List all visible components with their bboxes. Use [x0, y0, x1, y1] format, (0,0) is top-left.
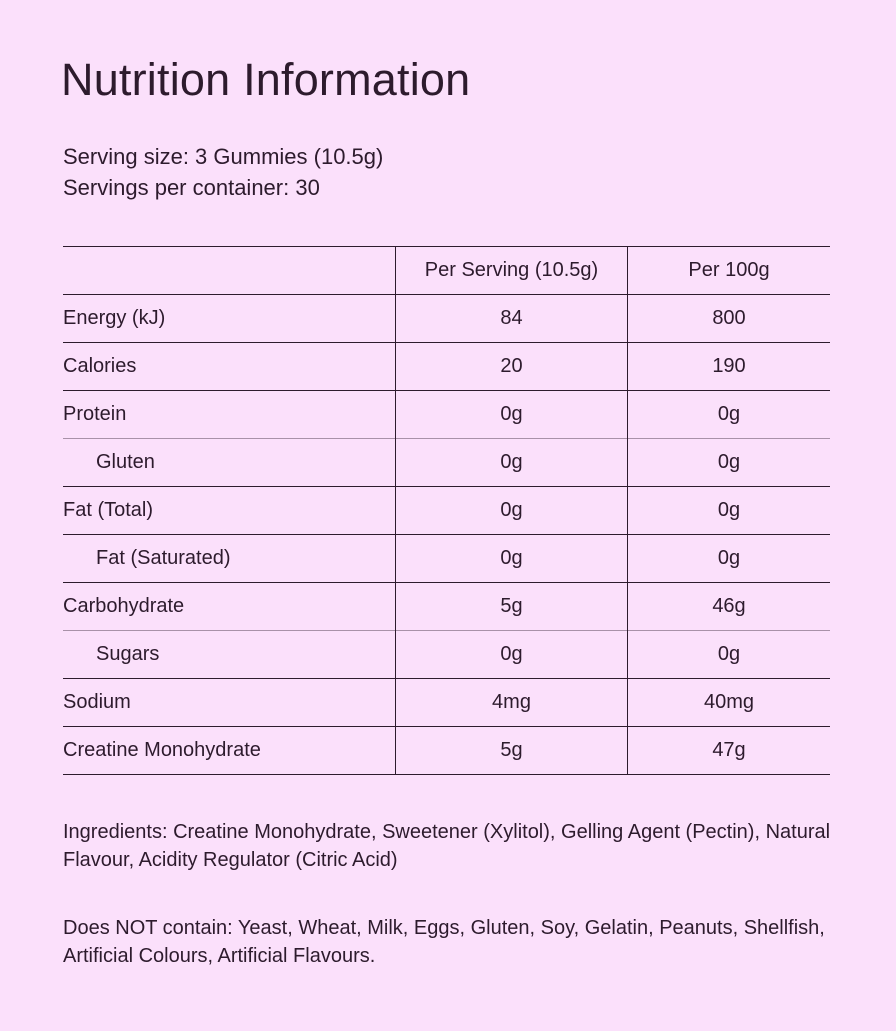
per-serving-value: 0g: [396, 439, 628, 487]
nutrition-table: [63, 246, 830, 775]
table-row: [63, 343, 830, 391]
per-100g-value: 0g: [628, 631, 831, 679]
per-serving-value: 0g: [396, 487, 628, 535]
per-100g-value: 47g: [628, 727, 831, 775]
header-row: [63, 247, 830, 295]
per-serving-value: 0g: [396, 535, 628, 583]
per-100g-value: 0g: [628, 439, 831, 487]
allergen-exclusions-text: Does NOT contain: Yeast, Wheat, Milk, Eggs, Gluten, Soy, Gelatin, Peanuts, Shellfish, Artificial Colours, Artificial Flavours.: [63, 917, 825, 967]
nutrient-name: Sugars: [96, 643, 160, 665]
nutrient-name: Sodium: [63, 691, 131, 713]
table-row: [63, 631, 830, 679]
page-title: Nutrition Information: [61, 54, 471, 105]
per-serving-value: 5g: [396, 727, 628, 775]
per-100g-value: 0g: [628, 391, 831, 439]
ingredients-text: Ingredients: Creatine Monohydrate, Sweetener (Xylitol), Gelling Agent (Pectin), Natural Flavour, Acidity Regulator (Citric Acid): [63, 821, 831, 871]
table-row: [63, 487, 830, 535]
table-row: [63, 391, 830, 439]
table-row: [63, 583, 830, 631]
nutrient-name: Fat (Total): [63, 499, 154, 521]
nutrient-name: Energy (kJ): [63, 307, 166, 329]
serving-info: [63, 141, 383, 203]
per-100g-value: 0g: [628, 487, 831, 535]
header-per-serving: Per Serving (10.5g): [396, 247, 628, 295]
per-100g-value: 0g: [628, 535, 831, 583]
per-serving-value: 0g: [396, 631, 628, 679]
table-row: [63, 535, 830, 583]
nutrient-name: Carbohydrate: [63, 595, 185, 617]
per-serving-value: 5g: [396, 583, 628, 631]
per-100g-value: 40mg: [628, 679, 831, 727]
per-serving-value: 84: [396, 295, 628, 343]
per-serving-value: 0g: [396, 391, 628, 439]
table-row: [63, 679, 830, 727]
nutrient-name: Creatine Monohydrate: [63, 739, 261, 761]
per-100g-value: 800: [628, 295, 831, 343]
nutrient-name: Protein: [63, 403, 127, 425]
nutrient-name: Calories: [63, 355, 137, 377]
per-serving-value: 20: [396, 343, 628, 391]
table-row: [63, 439, 830, 487]
nutrient-name: Gluten: [96, 451, 155, 473]
header-per-100g: Per 100g: [628, 247, 831, 295]
header-nutrient: [63, 247, 396, 295]
per-100g-value: 190: [628, 343, 831, 391]
nutrition-table-body: [63, 295, 830, 775]
table-row: [63, 727, 830, 775]
serving-size: Serving size: 3 Gummies (10.5g): [63, 144, 384, 169]
servings-per-container: Servings per container: 30: [63, 175, 320, 200]
nutrition-table-header: [63, 247, 830, 295]
per-100g-value: 46g: [628, 583, 831, 631]
table-row: [63, 295, 830, 343]
nutrient-name: Fat (Saturated): [96, 547, 231, 569]
per-serving-value: 4mg: [396, 679, 628, 727]
